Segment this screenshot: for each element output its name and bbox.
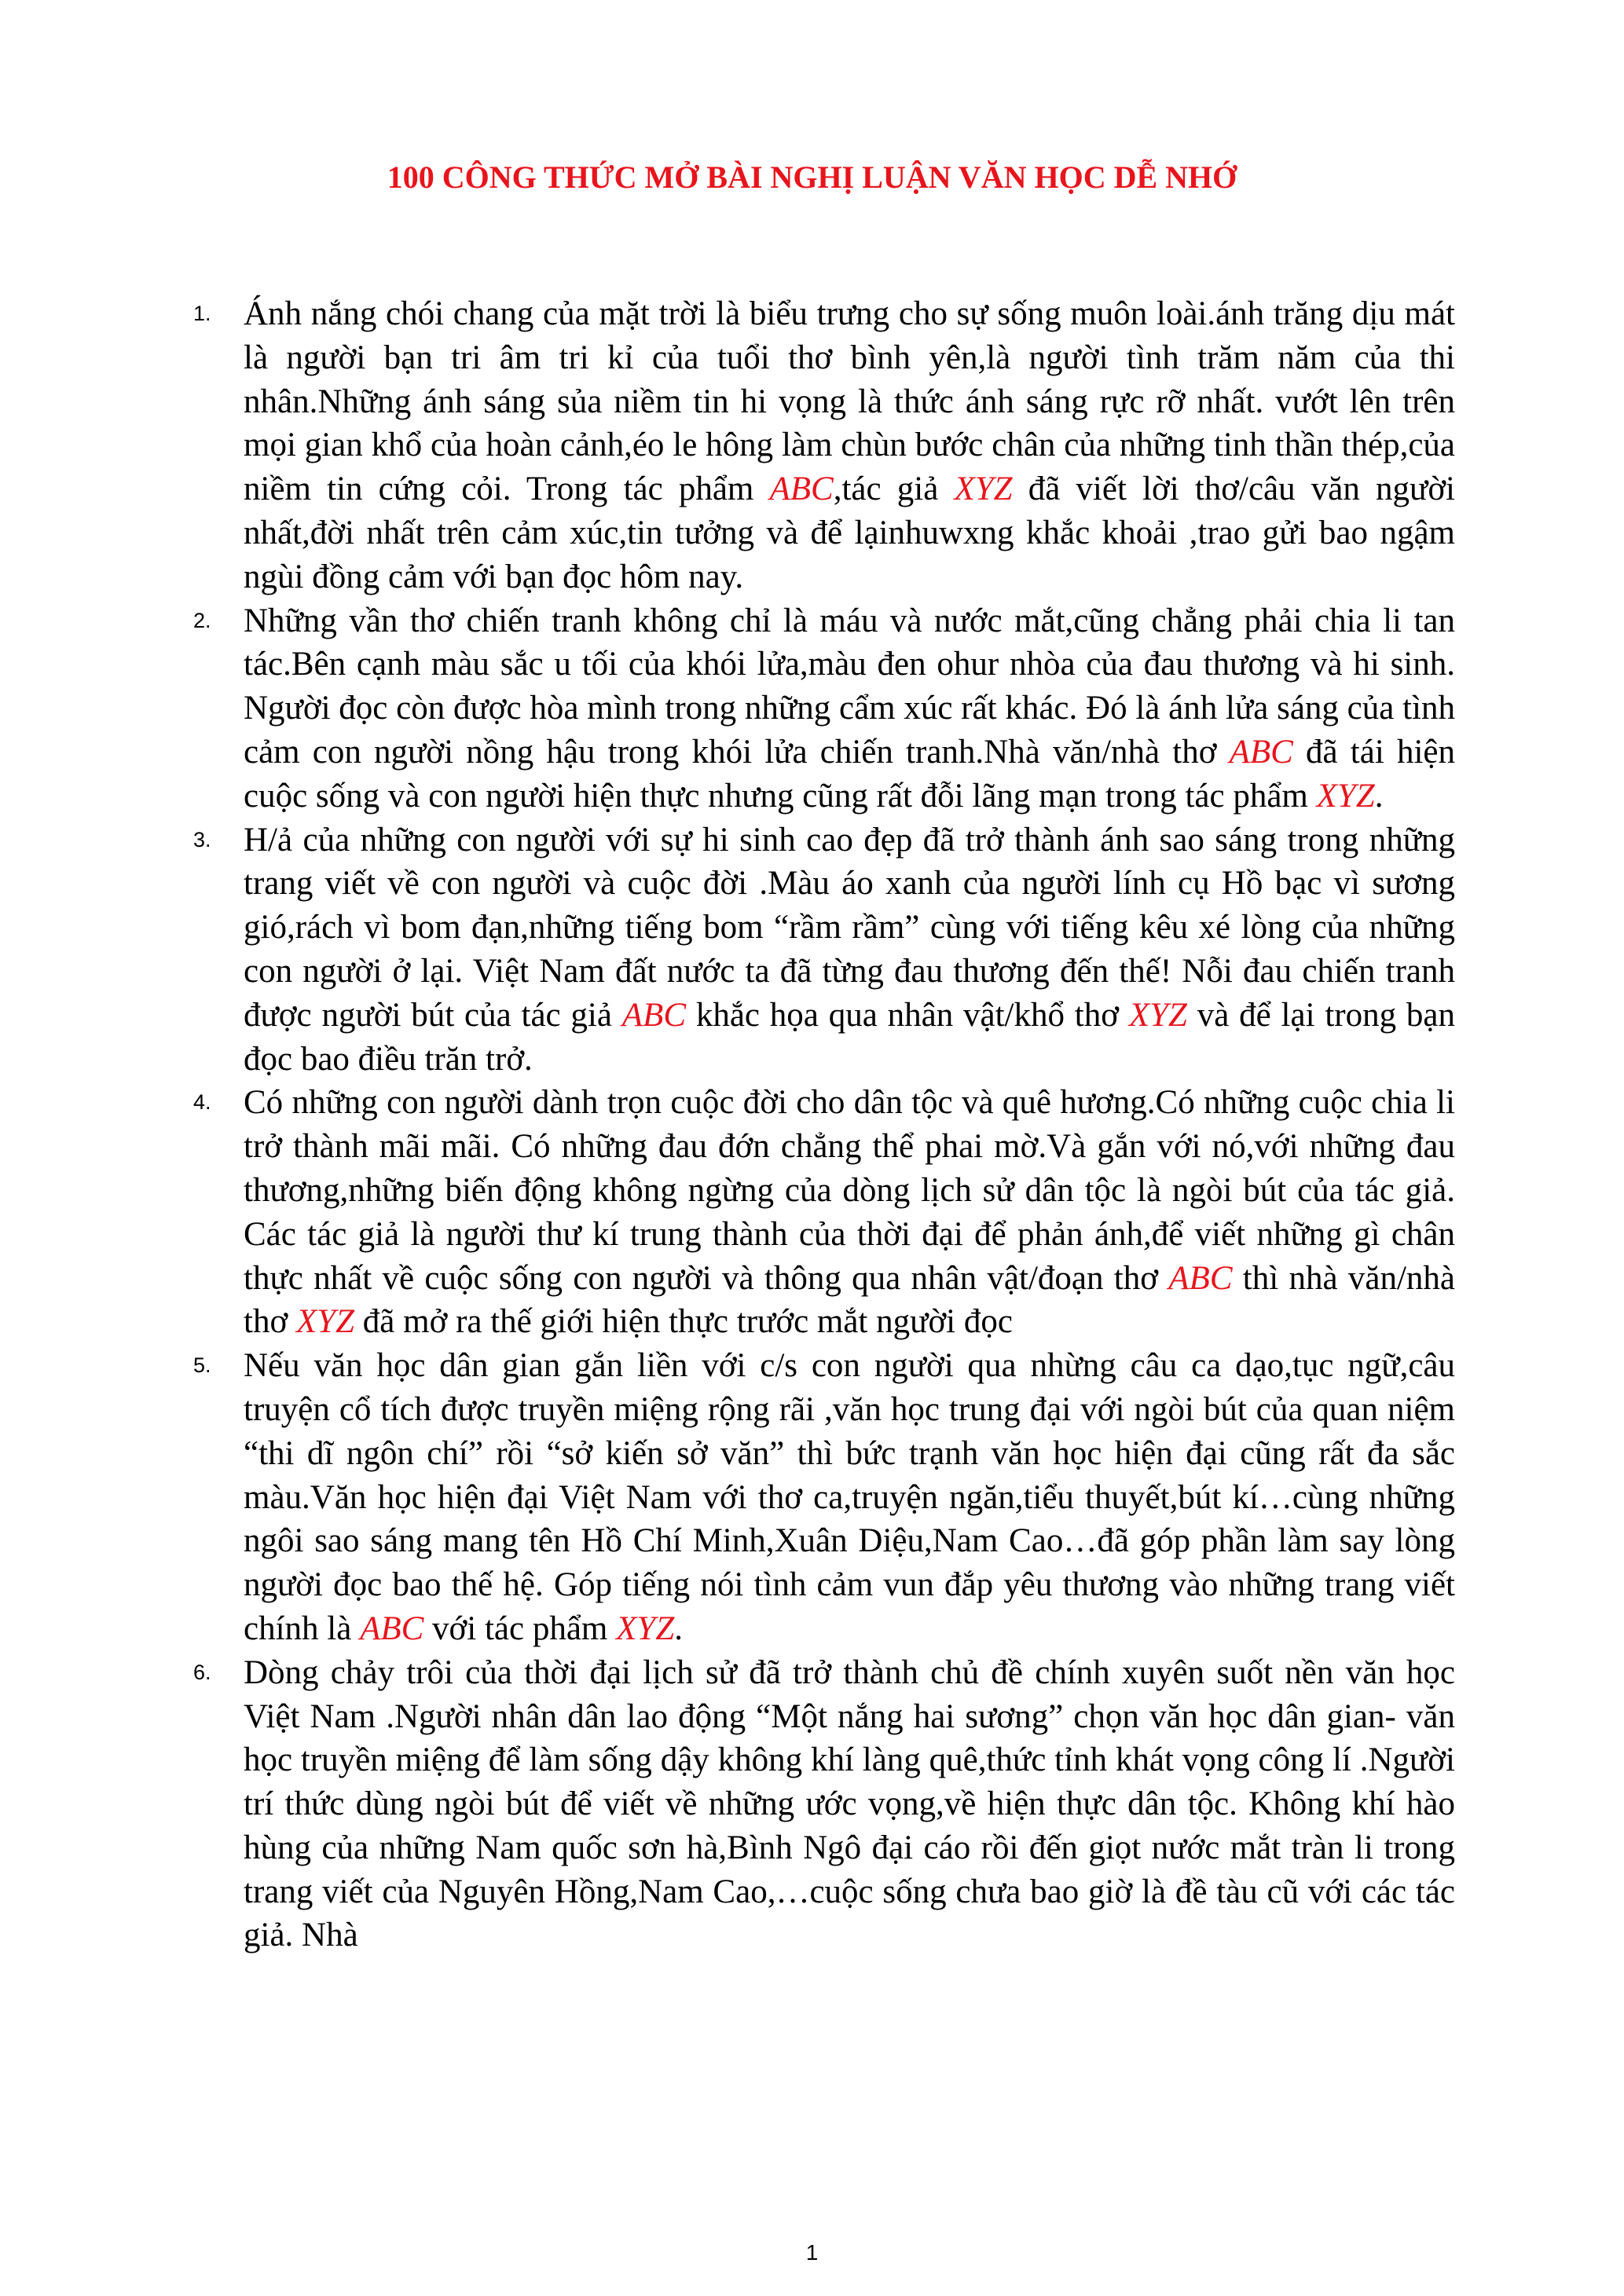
text-segment: ,tác giả (833, 471, 955, 508)
list-item-number: 4. (193, 1090, 211, 1115)
page-number: 1 (805, 2240, 819, 2265)
text-segment: Dòng chảy trôi của thời đại lịch sử đã trở thành chủ đề chính xuyên suốt nền văn học Việt Nam .Người nhân dân lao động “Một nắng hai sương” chọn văn học dân gian- văn học truyền miệng để làm sống dậy không khí làng quê,thức tỉnh khát vọng công lí .Người trí thức dùng ngòi bút để viết về những ước vọng,về hiện thực dân tộc. Không khí hào hùng của những Nam quốc sơn hà,Bình Ngô đại cáo rồi đến giọt nước mắt tràn li trong trang viết của Nguyên Hồng,Nam Cao,…cuộc sống chưa bao giờ là đề tàu cũ với các tác giả. Nhà (244, 1653, 1455, 1954)
numbered-list (193, 292, 1455, 1957)
list-item-number: 2. (193, 608, 211, 632)
text-segment: Nếu văn học dân gian gắn liền với c/s con người qua nhừng câu ca dạo,tục ngữ,câu truyện cổ tích được truyền miệng rộng rãi ,văn học trung đại với ngòi bút của quan niệm “thi dĩ ngôn chí” rồi “sở kiến sở văn” thì bức trạnh văn học hiện đại cũng rất đa sắc màu.Văn học hiện đại Việt Nam với thơ ca,truyện ngăn,tiểu thuyết,bút kí…cùng những ngôi sao sáng mang tên Hồ Chí Minh,Xuân Diệu,Nam Cao…đã góp phần làm say lòng người đọc bao thế hệ. Góp tiếng nói tình cảm vun đắp yêu thương vào những trang viết chính là (244, 1347, 1455, 1647)
document-title: 100 CÔNG THỨC MỞ BÀI NGHỊ LUẬN VĂN HỌC DỄ NHỚ (387, 159, 1237, 195)
placeholder-highlight: XYZ (1128, 996, 1187, 1034)
list-item (193, 1651, 1455, 1958)
list-item (193, 1081, 1455, 1344)
placeholder-highlight: XYZ (295, 1303, 355, 1341)
text-segment: . (1374, 777, 1384, 815)
placeholder-highlight: ABC (621, 996, 686, 1034)
list-item-text (244, 1081, 1455, 1344)
text-segment: Ánh nắng chói chang của mặt trời là biểu trưng cho sự sống muôn loài.ánh trăng dịu mát là người bạn tri âm tri kỉ của tuổi thơ bình yên,là người tình trăm năm của thi nhân.Những ánh sáng sủa niềm tin hi vọng là thức ánh sáng rực rỡ nhất. vướt lên trên mọi gian khổ của hoàn cảnh,éo le hông làm chùn bước chân của những tinh thần thép,của niềm tin cứng cỏi. Trong tác phẩm (244, 295, 1455, 508)
placeholder-highlight: XYZ (616, 1609, 675, 1647)
list-item-text (244, 1344, 1455, 1651)
list-item-text (244, 818, 1455, 1082)
list-item-number: 6. (193, 1660, 211, 1684)
list-item-number: 3. (193, 827, 211, 851)
placeholder-highlight: XYZ (1316, 777, 1375, 815)
text-segment: đã tái hiện cuộc sống và con người hiện thực nhưng cũng rất đỗi lãng mạn trong tác phẩm (244, 733, 1455, 815)
list-item-text (244, 599, 1455, 818)
list-item-text (244, 292, 1455, 599)
text-segment: đã mở ra thế giới hiện thực trước mắt người đọc (354, 1303, 1013, 1341)
text-segment: đã viết lời thơ/câu văn người nhất,đời nhất trên cảm xúc,tin tưởng và để lạinhuwxng khắc khoải ,trao gửi bao ngậm ngùi đồng cảm với bạn đọc hôm nay. (244, 471, 1455, 595)
placeholder-highlight: ABC (360, 1609, 424, 1647)
list-item (193, 599, 1455, 818)
text-segment: với tác phẩm (423, 1609, 617, 1647)
placeholder-highlight: ABC (769, 471, 834, 508)
placeholder-highlight: ABC (1229, 733, 1293, 771)
text-segment: và để lại trong bạn đọc bao điều trăn trở. (244, 996, 1455, 1078)
list-item-number: 1. (193, 302, 211, 325)
text-segment: . (674, 1609, 683, 1647)
text-segment: khắc họa qua nhân vật/khổ thơ (686, 996, 1129, 1034)
list-item-text (244, 1651, 1455, 1958)
placeholder-highlight: ABC (1168, 1259, 1233, 1297)
list-item (193, 818, 1455, 1082)
text-segment: Những vần thơ chiến tranh không chỉ là máu và nước mắt,cũng chẳng phải chia li tan tác.Bên cạnh màu sắc u tối của khói lửa,màu đen ohur nhòa của đau thương và hi sinh. Người đọc còn được hòa mình trong những cẩm xúc rất khác. Đó là ánh lửa sáng của tình cảm con người nồng hậu trong khói lửa chiến tranh.Nhà văn/nhà thơ (244, 602, 1455, 771)
list-item (193, 1344, 1455, 1651)
placeholder-highlight: XYZ (954, 471, 1013, 508)
text-segment: H/ả của những con người với sự hi sinh cao đẹp đã trở thành ánh sao sáng trong những trang viết về con người và cuộc đời .Màu áo xanh của người lính cụ Hồ bạc vì sương gió,rách vì bom đạn,những tiếng bom “rầm rầm” cùng với tiếng kêu xé lòng của những con người ở lại. Việt Nam đất nước ta đã từng đau thương đến thế! Nỗi đau chiến tranh được người bút của tác giả (244, 821, 1455, 1034)
list-item (193, 292, 1455, 599)
list-item-number: 5. (193, 1353, 211, 1378)
text-segment: Có những con người dành trọn cuộc đời cho dân tộc và quê hương.Có những cuộc chia li trở thành mãi mãi. Có những đau đớn chẳng thể phai mờ.Và gắn với nó,với những đau thương,những biến động không ngừng của dòng lịch sử dân tộc là ngòi bút của tác giả. Các tác giả là người thư kí trung thành của thời đại để phản ánh,để viết những gì chân thực nhất về cuộc sống con người và thông qua nhân vật/đoạn thơ (244, 1084, 1455, 1297)
text-segment: thì nhà văn/nhà thơ (244, 1259, 1455, 1341)
